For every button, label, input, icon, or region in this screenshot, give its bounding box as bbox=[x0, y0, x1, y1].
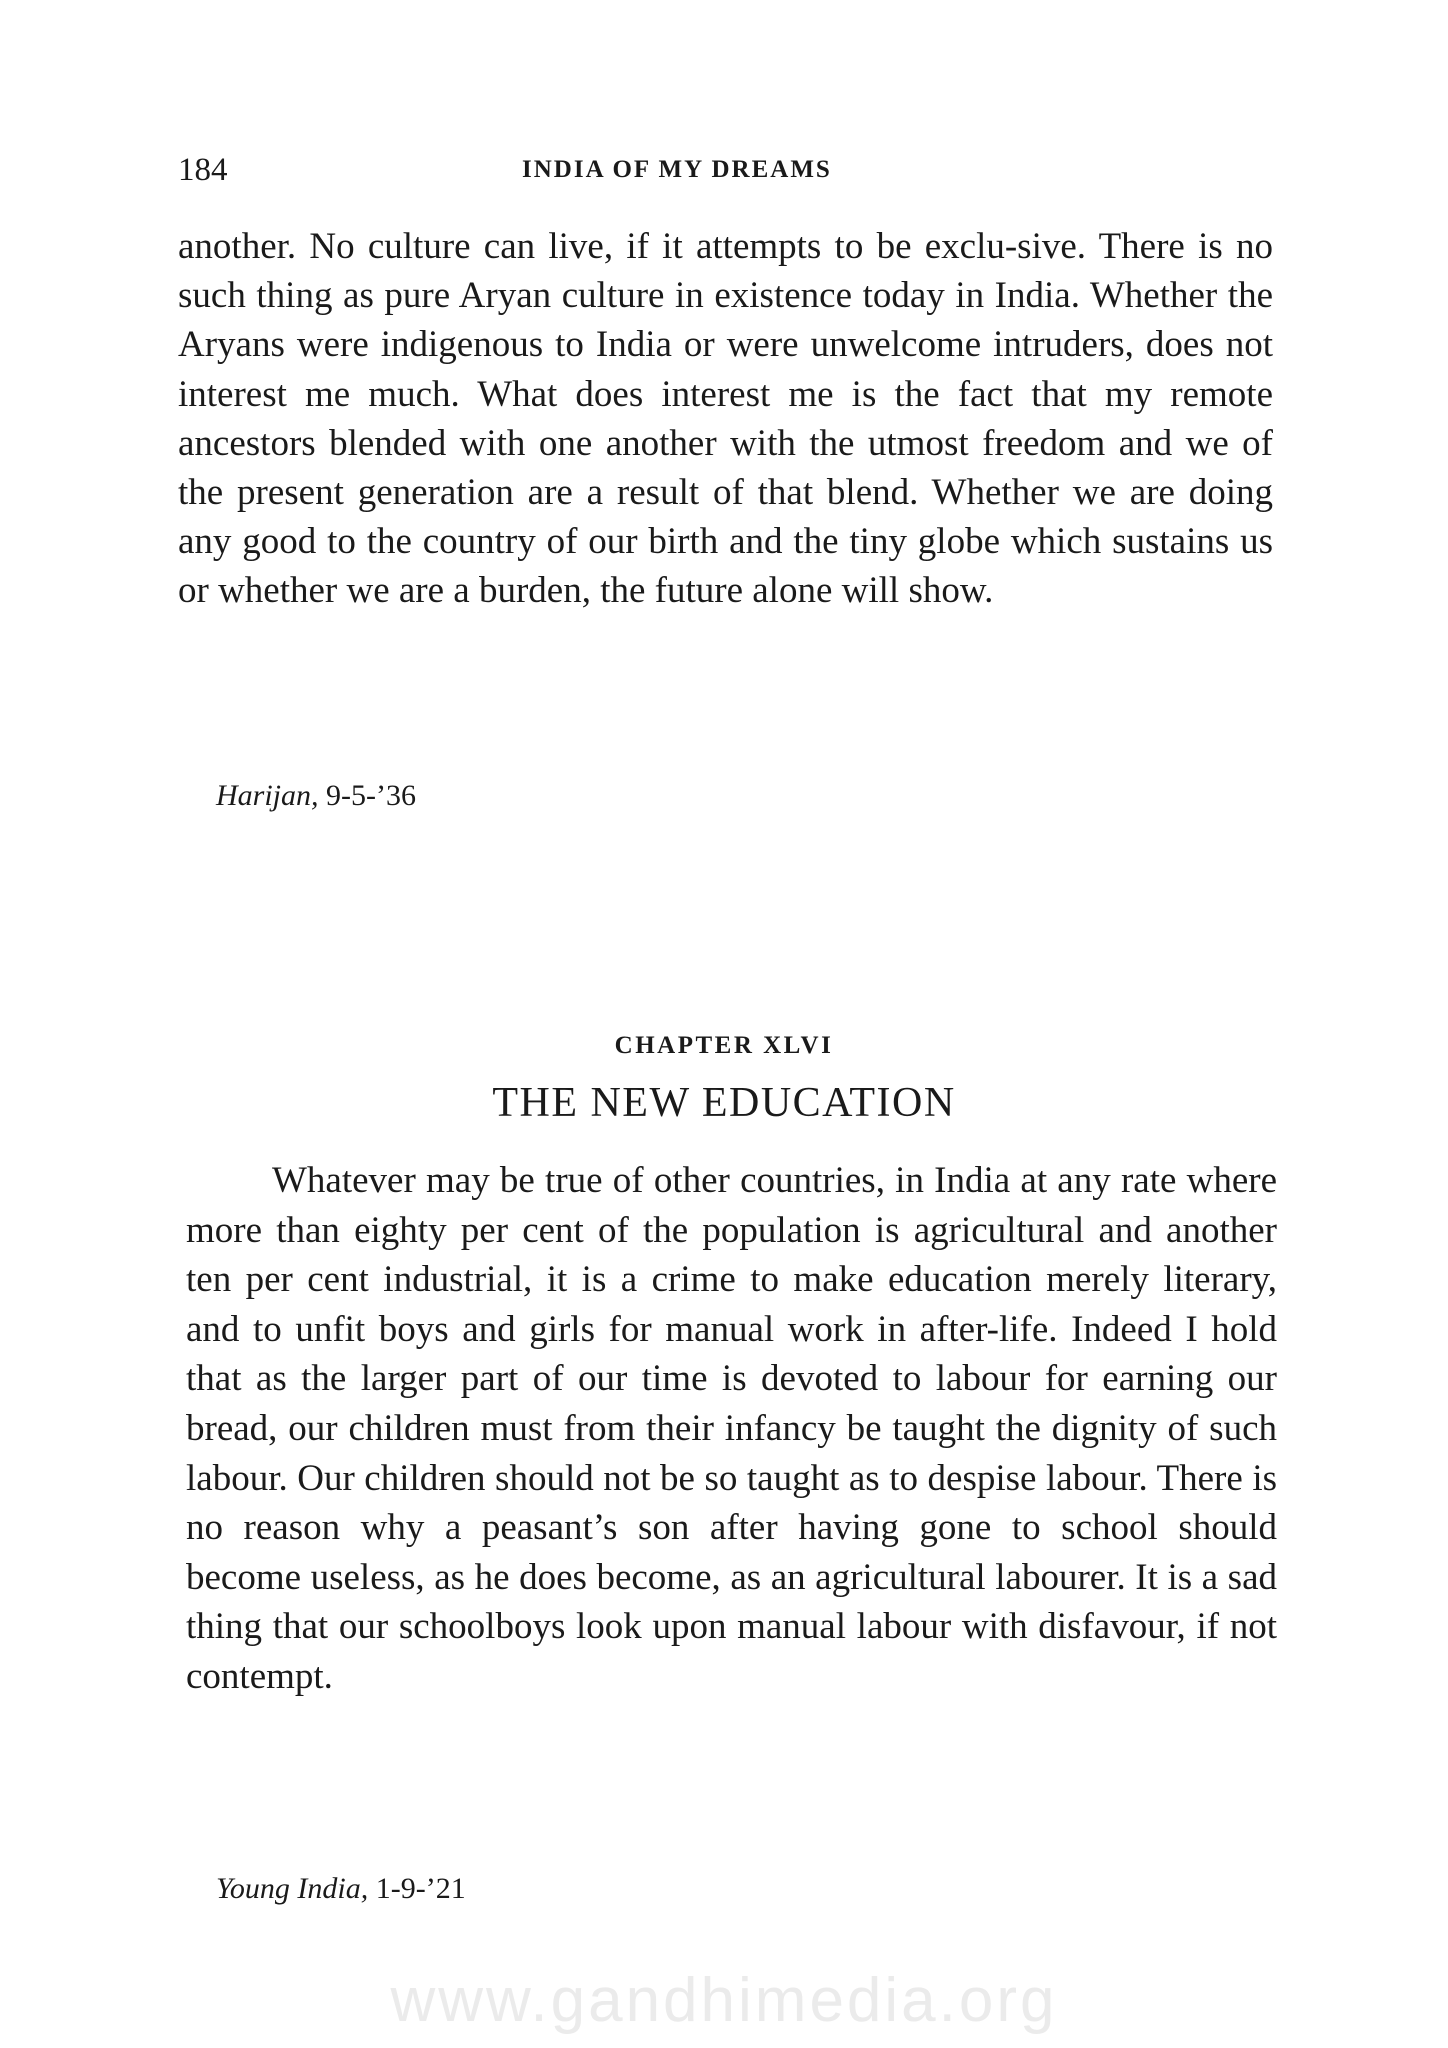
source-publication: Young India, bbox=[216, 1872, 369, 1905]
previous-chapter-closing-paragraph: another. No culture can live, if it attempts to be exclu-sive. There is no such thing as pure Aryan culture in existence today in India. Whether the Aryans were indigenous to India or were unwelcome intruders, does not interest me much. What does interest me is the fact that my remote ancestors blended with one another with the utmost freedom and we of the present generation are a result of that blend. Whether we are doing any good to the country of our birth and the tiny globe which sustains us or whether we are a burden, the future alone will show. bbox=[178, 226, 1273, 612]
chapter-source-citation bbox=[216, 1871, 466, 1907]
source-date: 1-9-’21 bbox=[375, 1872, 466, 1905]
source-publication: Harijan, bbox=[216, 779, 319, 812]
watermark: www.gandhimedia.org bbox=[390, 1966, 1058, 2035]
source-date: 9-5-’36 bbox=[326, 779, 416, 812]
previous-chapter-source-citation bbox=[216, 778, 416, 814]
chapter-title: THE NEW EDUCATION bbox=[492, 1080, 956, 1126]
page-number: 184 bbox=[178, 152, 228, 188]
book-title: INDIA OF MY DREAMS bbox=[522, 156, 832, 183]
chapter-body-paragraph: Whatever may be true of other countries, in India at any rate where more than eighty per cent of the population is agricultural and another ten per cent industrial, it is a crime to make education merely literary, and to unfit boys and girls for manual work in after-life. Indeed I hold that as the larger part of our time is devoted to labour for earning our bread, our children must from their infancy be taught the dignity of such labour. Our children should not be so taught as to despise labour. There is no reason why a peasant’s son after having gone to school should become useless, as he does become, as an agricultural labourer. It is a sad thing that our schoolboys look upon manual labour with disfavour, if not contempt. bbox=[186, 1160, 1277, 1697]
chapter-number: CHAPTER XLVI bbox=[614, 1032, 834, 1059]
running-head bbox=[178, 148, 1273, 192]
